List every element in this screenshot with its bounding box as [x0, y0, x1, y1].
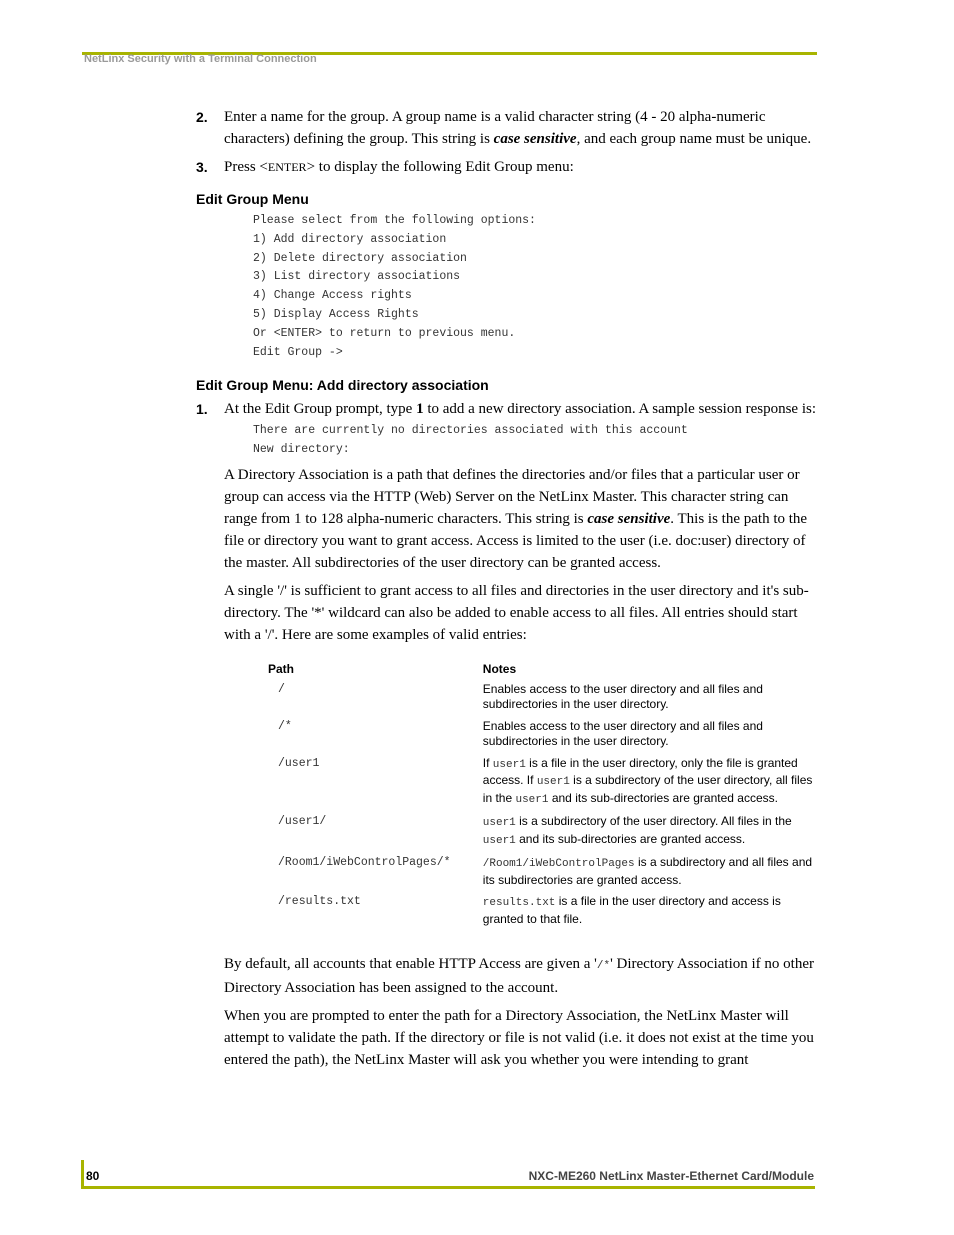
table-header-row	[268, 662, 816, 682]
code-block-session-response	[253, 422, 816, 460]
table-row	[268, 894, 816, 933]
step-number: 2.	[196, 109, 208, 125]
emphasis-text: case sensitive	[493, 131, 577, 147]
code-line: New directory:	[253, 443, 350, 457]
step-number: 1.	[196, 401, 208, 418]
step-1: 1. At the Edit Group prompt, type 1 to add a new directory association. A sample session response is:	[196, 398, 816, 420]
code-line: Edit Group ->	[253, 345, 343, 359]
valid-entries-table	[268, 662, 816, 934]
path-cell: /*	[278, 719, 292, 733]
running-header: NetLinx Security with a Terminal Connection	[84, 53, 317, 65]
code-line: 2) Delete directory association	[253, 251, 467, 265]
notes-cell: Enables access to the user directory and all files and subdirectories in the user directory.	[482, 718, 763, 749]
table-row	[268, 756, 816, 815]
table-row	[268, 814, 816, 855]
code-line: 4) Change Access rights	[253, 289, 412, 303]
key-name: ENTER	[267, 160, 307, 174]
notes-cell: Enables access to the user directory and all files and subdirectories in the user directory.	[482, 681, 763, 712]
table-row	[268, 855, 816, 894]
paragraph-wildcard: A single '/' is sufficient to grant access to all files and directories in the user directory and it's sub-directory. The '*' wildcard can also be added to enable access to all files. All entries should start with a '/'. Here are some examples of valid entries:	[224, 582, 809, 643]
column-header-notes: Notes	[482, 661, 517, 676]
path-cell: /user1/	[278, 815, 327, 829]
step-3: 3. Press <ENTER> to display the following Edit Group menu:	[196, 156, 816, 178]
code-line: 5) Display Access Rights	[253, 307, 419, 321]
paragraph-default-association: By default, all accounts that enable HTTP Access are given a '/*' Directory Association if no other Directory Association has been assigned to the account.	[224, 956, 814, 997]
section-heading-add-directory: Edit Group Menu: Add directory association	[196, 377, 489, 394]
step-2: 2. Enter a name for the group. A group name is a valid character string (4 - 20 alpha-numeric characters) defining the group. This string is case sensitive, and each group name must be unique.	[196, 106, 816, 150]
table-row	[268, 682, 816, 719]
footer-doc-title: NXC-ME260 NetLinx Master-Ethernet Card/Module	[528, 1169, 814, 1183]
step-number: 3.	[196, 159, 208, 175]
paragraph-validate-path: When you are prompted to enter the path for a Directory Association, the NetLinx Master will attempt to validate the path. If the directory or file is not valid (i.e. it does not exist at the time you entered the path), the NetLinx Master will ask you whether you were intending to grant	[224, 1008, 814, 1069]
footer-bar	[81, 1160, 84, 1189]
path-cell: /Room1/iWebControlPages/*	[278, 856, 451, 870]
notes-cell: /Room1/iWebControlPages is a subdirectory and all files and its subdirectories are granted access.	[482, 855, 813, 887]
path-cell: /results.txt	[278, 895, 361, 909]
section-heading-edit-group-menu: Edit Group Menu	[196, 191, 309, 207]
code-line: There are currently no directories associated with this account	[253, 424, 688, 438]
notes-cell: If user1 is a file in the user directory, only the file is granted access. If user1 is a subdirectory of the user directory, all files in the user1 and its sub-directories are granted access.	[482, 755, 813, 806]
page-number: 80	[86, 1169, 100, 1183]
table-row	[268, 719, 816, 756]
path-cell: /	[278, 682, 285, 696]
code-line: Please select from the following options:	[253, 214, 536, 227]
code-line: 1) Add directory association	[253, 232, 447, 246]
code-line: Or <ENTER> to return to previous menu.	[253, 326, 516, 340]
notes-cell: user1 is a subdirectory of the user directory. All files in the user1 and its sub-directories are granted access.	[482, 814, 792, 847]
code-block-edit-group-menu	[253, 212, 816, 362]
code-line: 3) List directory associations	[253, 270, 461, 284]
footer-rule	[81, 1186, 815, 1189]
emphasis-text: case sensitive	[587, 510, 671, 527]
paragraph-directory-association: A Directory Association is a path that defines the directories and/or files that a particular user or group can access via the HTTP (Web) Server on the NetLinx Master. This character string can range from 1 to 128 alpha-numeric characters. This string is case sensitive. This is the path to the file or directory you want to grant access. Access is limited to the user (i.e. doc:user) directory of the master. All subdirectories of the user directory can be granted access.	[224, 466, 808, 571]
path-cell: /user1	[278, 756, 320, 770]
notes-cell: results.txt is a file in the user directory and access is granted to that file.	[482, 894, 781, 926]
main-content	[196, 106, 816, 1077]
column-header-path: Path	[268, 661, 295, 676]
